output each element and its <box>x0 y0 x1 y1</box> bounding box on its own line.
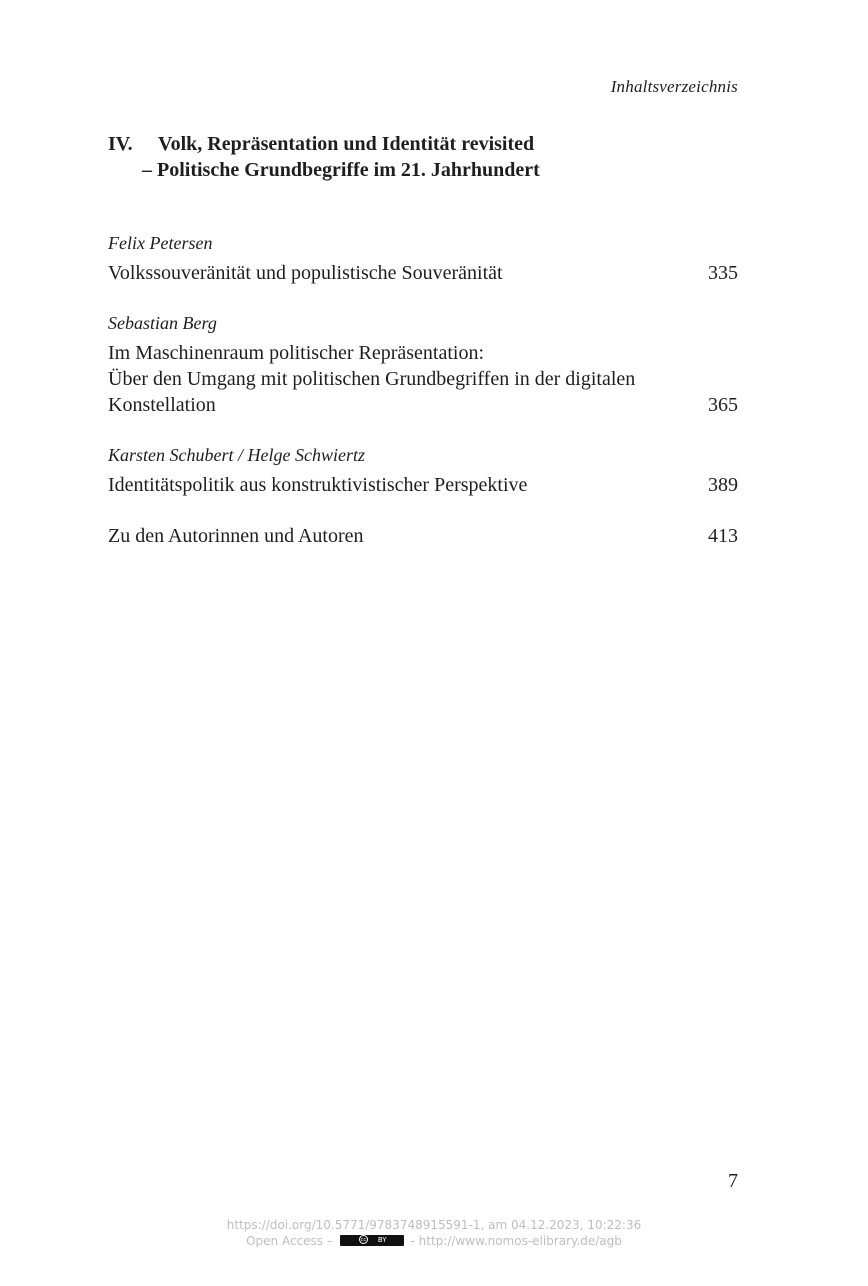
entry-title-line: Konstellation <box>108 394 216 416</box>
agb-link[interactable]: - http://www.nomos-elibrary.de/agb <box>410 1234 622 1248</box>
entry-page-number: 365 <box>708 394 738 416</box>
entry-title <box>108 472 738 498</box>
entry-author: Felix Petersen <box>108 233 213 253</box>
access-footer <box>0 1217 868 1249</box>
toc-entry-berg[interactable] <box>108 311 738 418</box>
entry-title-line: Im Maschinenraum politischer Repräsentation: <box>108 342 485 364</box>
toc-entry-schubert-schwiertz[interactable] <box>108 443 738 498</box>
cc-by-license-badge[interactable] <box>340 1235 404 1246</box>
entry-page-number: 335 <box>708 262 738 284</box>
open-access-label: Open Access – <box>246 1234 333 1248</box>
toc-entry-petersen[interactable] <box>108 231 738 286</box>
entry-title <box>108 260 738 286</box>
cc-icon: cc <box>360 1237 367 1243</box>
entry-author: Karsten Schubert / Helge Schwiertz <box>108 445 365 465</box>
entry-title-line: Volkssouveränität und populistische Souveränität <box>108 262 503 284</box>
page-folio: 7 <box>728 1170 738 1192</box>
entry-title-line: Über den Umgang mit politischen Grundbegriffen in der digitalen <box>108 368 636 390</box>
table-of-contents <box>108 231 738 574</box>
part-title-line2: – Politische Grundbegriffe im 21. Jahrhundert <box>142 159 540 181</box>
entry-title-line: Identitätspolitik aus konstruktivistischer Perspektive <box>108 474 528 496</box>
by-label: BY <box>377 1236 387 1244</box>
doi-line[interactable]: https://doi.org/10.5771/9783748915591-1, am 04.12.2023, 10:22:36 <box>226 1218 642 1232</box>
part-title-line1: Volk, Repräsentation und Identität revisited <box>158 133 535 155</box>
entry-title-line: Zu den Autorinnen und Autoren <box>108 525 364 547</box>
entry-page-number: 413 <box>708 525 738 547</box>
part-heading <box>108 131 540 183</box>
running-header: Inhaltsverzeichnis <box>610 77 738 96</box>
entry-title <box>108 523 738 549</box>
entry-author: Sebastian Berg <box>108 313 217 333</box>
license-line <box>0 1233 868 1249</box>
entry-page-number: 389 <box>708 474 738 496</box>
entry-title <box>108 340 738 418</box>
toc-entry-autoren[interactable] <box>108 523 738 549</box>
part-number: IV. <box>108 133 133 155</box>
